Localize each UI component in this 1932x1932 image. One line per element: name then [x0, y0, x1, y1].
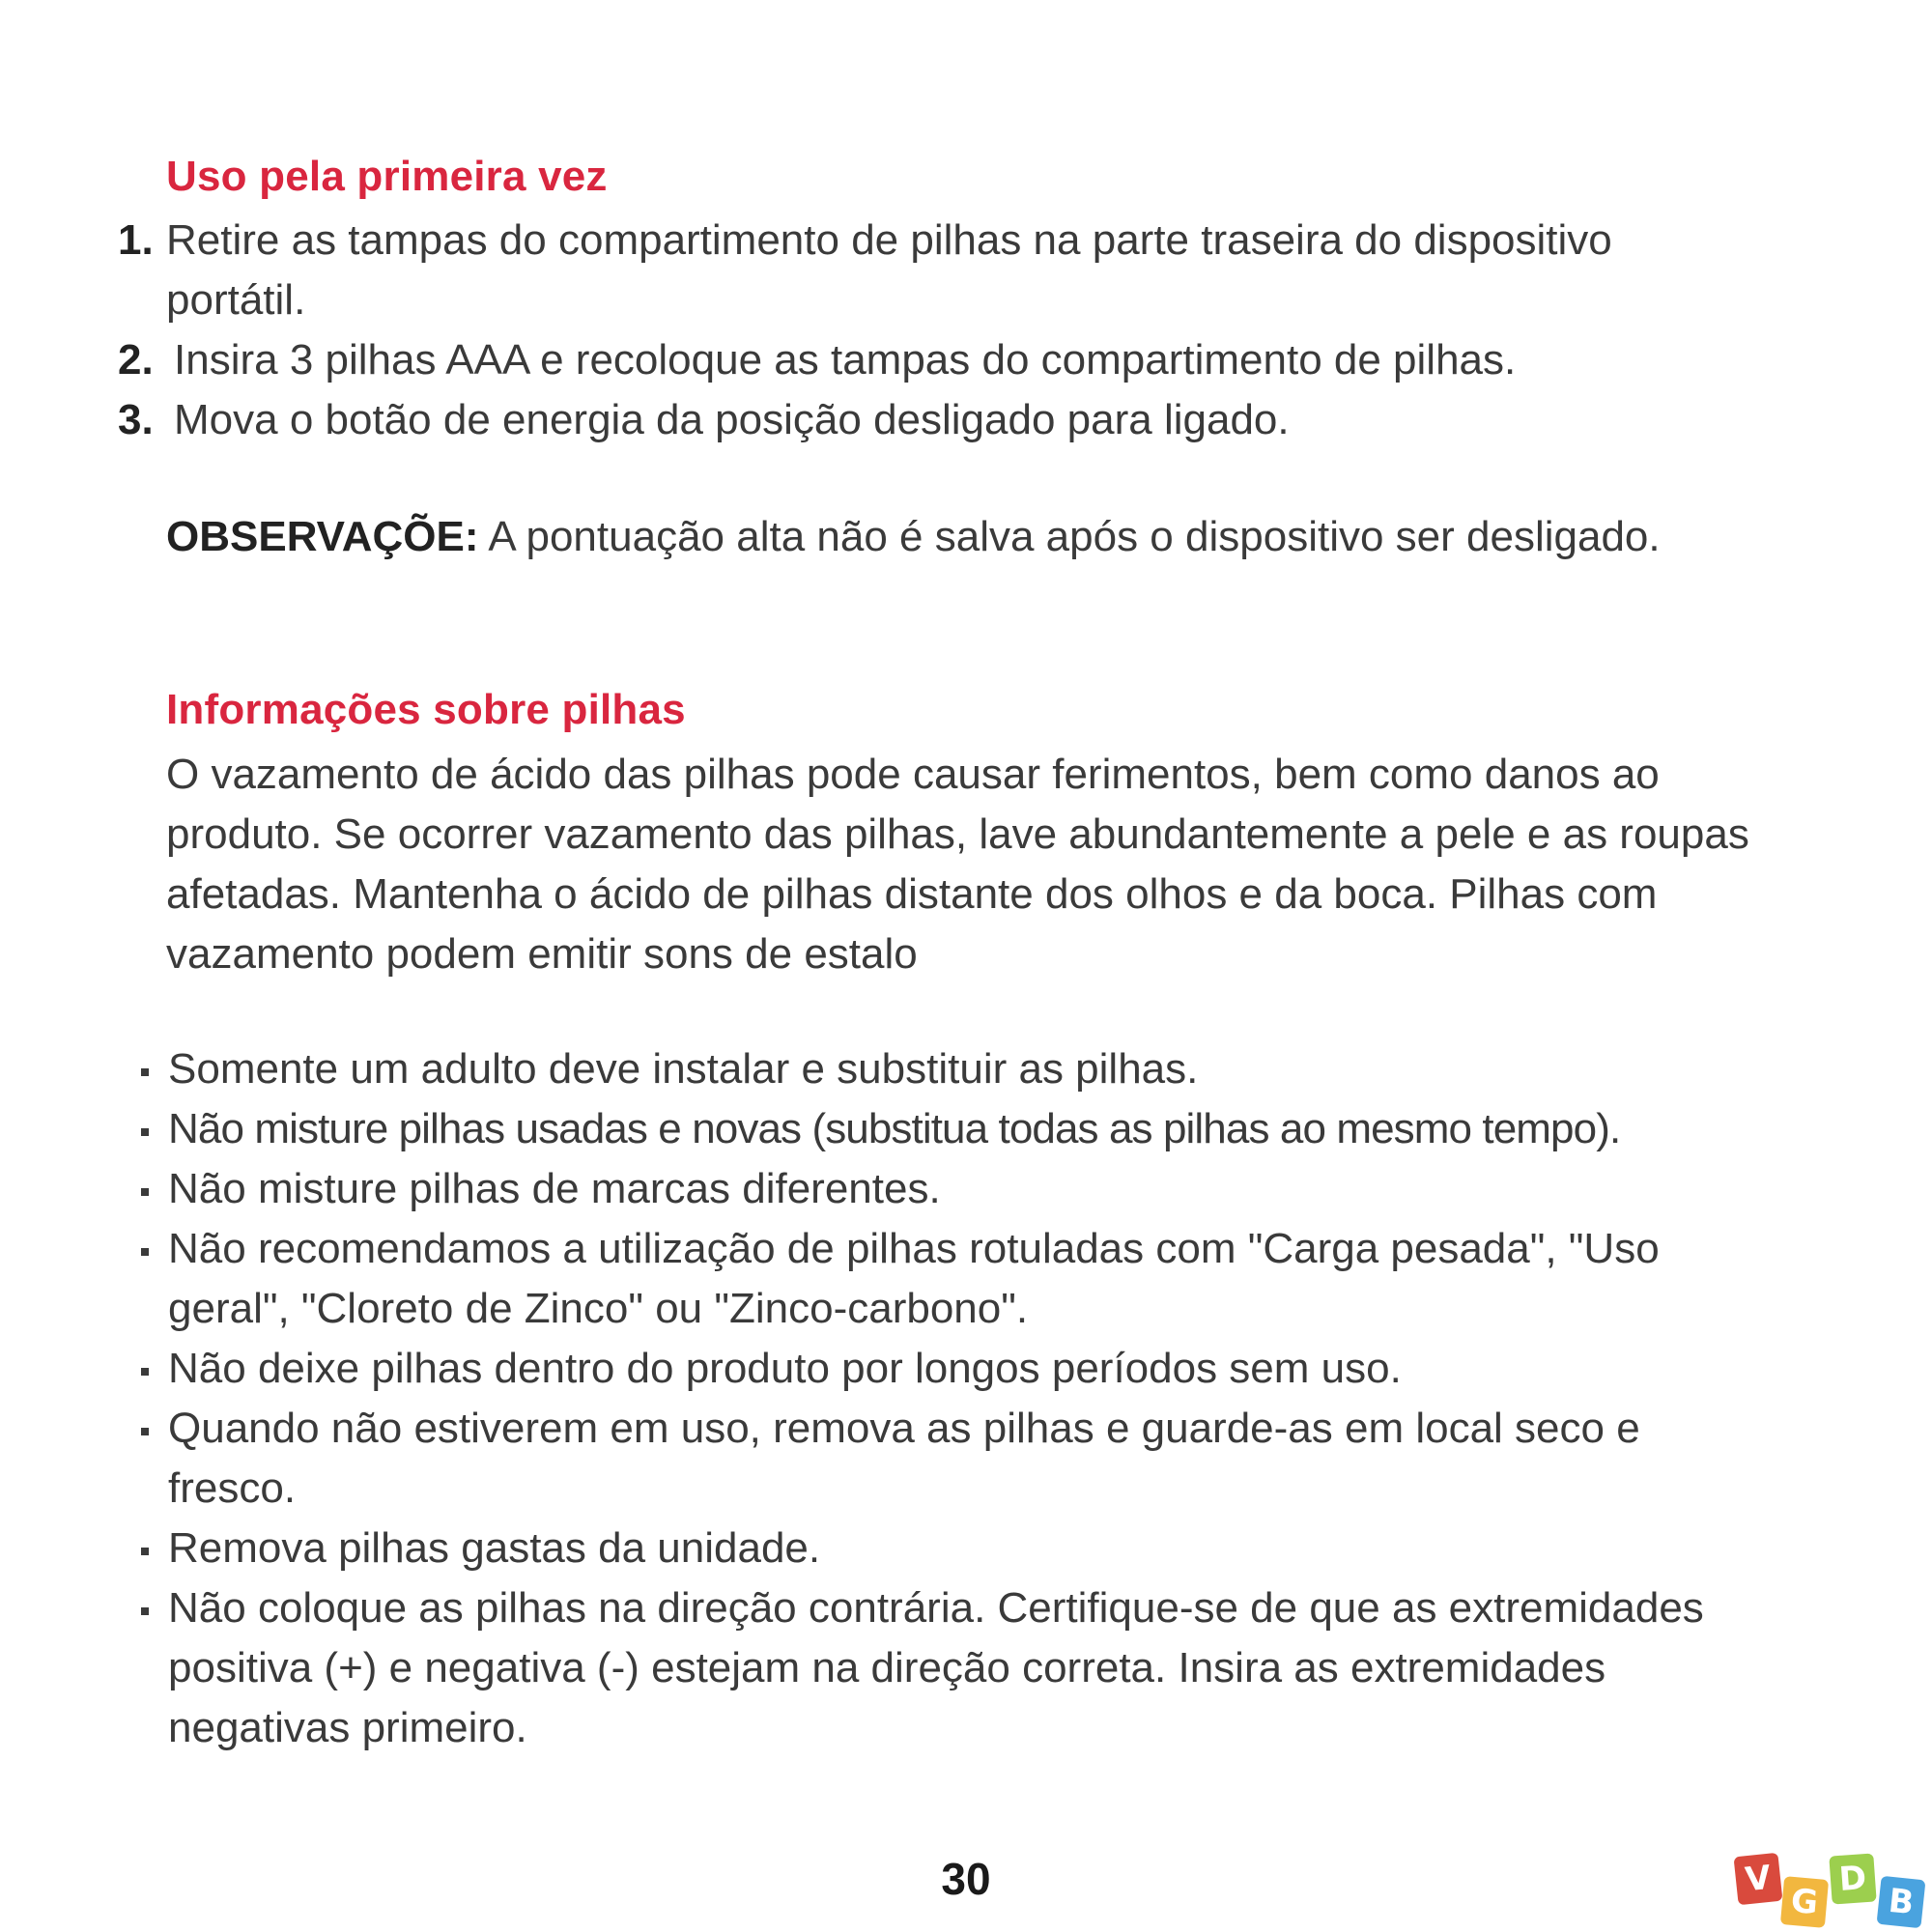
logo-tile-v: V	[1734, 1853, 1783, 1906]
step-item	[118, 330, 1760, 390]
list-item-text: Não misture pilhas de marcas diferentes.	[168, 1165, 941, 1212]
bullet-icon	[135, 1578, 168, 1638]
list-item-text: Quando não estiverem em uso, remova as pilhas e guarde-as em local seco e fresco.	[168, 1405, 1640, 1512]
note-label: OBSERVAÇÕE:	[166, 513, 479, 560]
bullet-icon	[135, 1099, 168, 1159]
battery-rules-list	[135, 1039, 1797, 1758]
list-item-text: Não deixe pilhas dentro do produto por longos períodos sem uso.	[168, 1345, 1402, 1392]
bullet-icon	[135, 1039, 168, 1099]
step-number: 1.	[118, 216, 154, 264]
list-item	[135, 1219, 1797, 1339]
section-title-battery-info: Informações sobre pilhas	[166, 686, 686, 733]
step-item	[118, 390, 1760, 450]
vgdb-logo	[1736, 1853, 1929, 1932]
step-text: Retire as tampas do compartimento de pilhas na parte traseira do dispositivo portátil.	[166, 216, 1612, 324]
list-item-text: Remova pilhas gastas da unidade.	[168, 1524, 821, 1572]
step-number: 2.	[118, 336, 154, 384]
bullet-icon	[135, 1159, 168, 1219]
bullet-icon	[135, 1339, 168, 1399]
bullet-icon	[135, 1519, 168, 1578]
list-item	[135, 1099, 1797, 1159]
list-item	[135, 1578, 1797, 1758]
step-number: 3.	[118, 396, 154, 443]
list-item-text: Não recomendamos a utilização de pilhas rotuladas com "Carga pesada", "Uso geral", "Cloreto de Zinco" ou "Zinco-carbono".	[168, 1225, 1660, 1332]
note-text: A pontuação alta não é salva após o dispositivo ser desligado.	[478, 513, 1661, 560]
list-item-text: Somente um adulto deve instalar e substituir as pilhas.	[168, 1045, 1199, 1093]
list-item-text: Não misture pilhas usadas e novas (substitua todas as pilhas ao mesmo tempo).	[168, 1105, 1621, 1152]
list-item	[135, 1339, 1797, 1399]
step-item	[118, 211, 1760, 330]
list-item	[135, 1519, 1797, 1578]
list-item-text: Não coloque as pilhas na direção contrária. Certifique-se de que as extremidades positiva (+) e negativa (-) estejam na direção correta. Insira as extremidades negativas primeiro.	[168, 1584, 1704, 1751]
logo-tile-g: G	[1780, 1876, 1829, 1928]
section-title-first-use: Uso pela primeira vez	[166, 153, 608, 200]
page-number: 30	[941, 1854, 991, 1904]
list-item	[135, 1399, 1797, 1519]
bullet-icon	[135, 1219, 168, 1279]
bullet-icon	[135, 1399, 168, 1459]
step-text: Mova o botão de energia da posição desligado para ligado.	[174, 396, 1290, 443]
logo-tile-d: D	[1829, 1853, 1876, 1904]
list-item	[135, 1039, 1797, 1099]
battery-warning-paragraph: O vazamento de ácido das pilhas pode causar ferimentos, bem como danos ao produto. Se ocorrer vazamento das pilhas, lave abundantemente a pele e as roupas afetadas. Mantenha o ácido de pilhas distante dos olhos e da boca. Pilhas com vazamento podem emitir sons de estalo	[166, 751, 1749, 978]
logo-tile-b: B	[1877, 1876, 1926, 1929]
first-use-steps	[118, 211, 1760, 450]
list-item	[135, 1159, 1797, 1219]
step-text: Insira 3 pilhas AAA e recoloque as tampas do compartimento de pilhas.	[174, 336, 1517, 384]
note-block	[166, 507, 1673, 567]
